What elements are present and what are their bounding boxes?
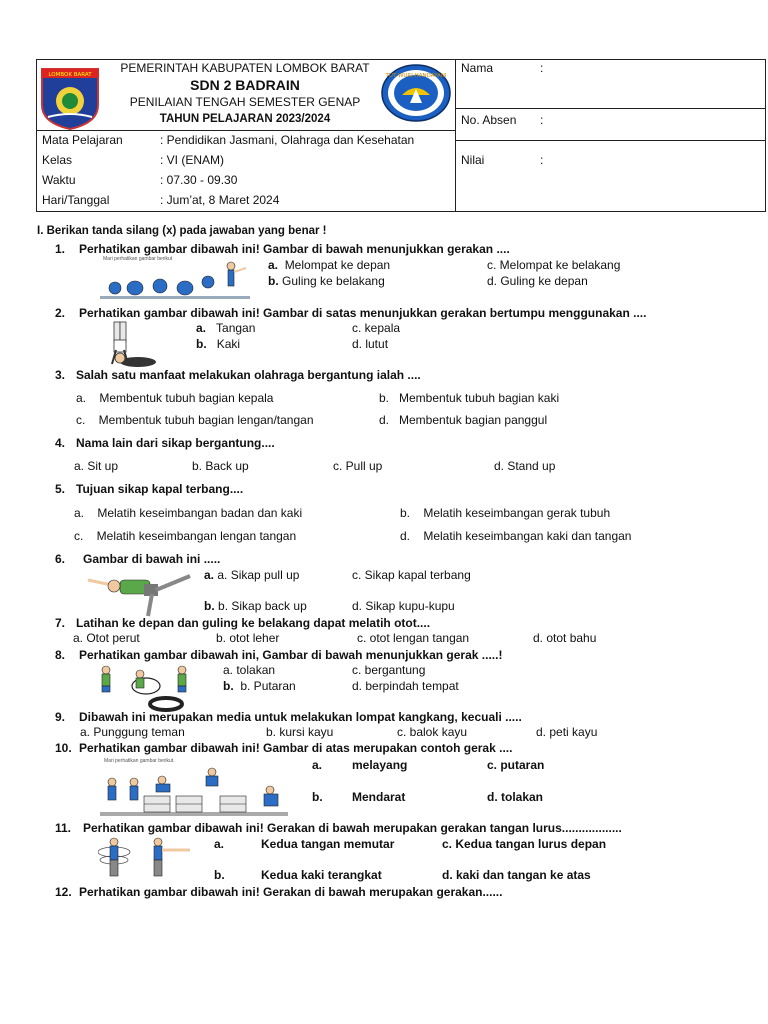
government-name: PEMERINTAH KABUPATEN LOMBOK BARAT xyxy=(120,61,370,75)
exam-title: PENILAIAN TENGAH SEMESTER GENAP xyxy=(129,95,361,109)
info-value-time: : 07.30 - 09.30 xyxy=(160,173,238,187)
q4-option-a[interactable]: a. Sit up xyxy=(74,459,119,473)
q1-image-caption: Mari perhatikan gambar berikut xyxy=(103,256,173,262)
q11-option-b-text: Kedua kaki terangkat xyxy=(261,868,382,882)
regency-logo-text: LOMBOK BARAT xyxy=(48,72,92,78)
instruction: I. Berikan tanda silang (x) pada jawaban yang benar ! xyxy=(37,225,327,237)
q5-option-b-text: Melatih keseimbangan gerak tubuh xyxy=(423,506,611,520)
q4-option-d[interactable]: d. Stand up xyxy=(494,459,556,473)
q6-text: Gambar di bawah ini ..... xyxy=(83,552,221,566)
q8-option-c[interactable]: c. bergantung xyxy=(352,663,426,677)
q1-number: 1. xyxy=(55,242,66,256)
tut-wuri-logo xyxy=(380,63,452,123)
info-label-date: Hari/Tanggal xyxy=(42,193,110,207)
q10-text: Perhatikan gambar dibawah ini! Gambar di atas merupakan contoh gerak .... xyxy=(79,741,513,755)
q8-option-d[interactable]: d. berpindah tempat xyxy=(352,679,459,693)
q6-option-b-text: b. Sikap back up xyxy=(218,599,307,613)
q9-option-a[interactable]: a. Punggung teman xyxy=(80,725,185,739)
q10-option-a-text: melayang xyxy=(352,758,408,772)
q6-option-c[interactable]: c. Sikap kapal terbang xyxy=(352,568,471,582)
q4-option-c[interactable]: c. Pull up xyxy=(333,459,383,473)
q2-handstand-figure xyxy=(106,320,160,368)
q10-option-a-letter[interactable]: a. xyxy=(312,758,323,772)
q7-option-a[interactable]: a. Otot perut xyxy=(73,631,140,645)
q4-option-b[interactable]: b. Back up xyxy=(192,459,249,473)
q1-option-c[interactable]: c. Melompat ke belakang xyxy=(487,258,621,272)
tut-wuri-text: TUT WURI HANDAYANI xyxy=(385,73,447,79)
q2-text: Perhatikan gambar dibawah ini! Gambar di satas menunjukkan gerakan bertumpu menggunakan .... xyxy=(79,306,647,320)
q9-text: Dibawah ini merupakan media untuk melakukan lompat kangkang, kecuali ..... xyxy=(79,710,522,724)
q2-option-a[interactable]: a. Tangan xyxy=(196,321,256,335)
q6-airplane-pose-figure xyxy=(82,566,194,618)
q3-number: 3. xyxy=(55,368,66,382)
q3-text: Salah satu manfaat melakukan olahraga bergantung ialah .... xyxy=(76,368,421,382)
q8-option-b-text: b. Putaran xyxy=(240,679,296,693)
q11-option-a-text: Kedua tangan memutar xyxy=(261,837,395,851)
q6-option-d[interactable]: d. Sikap kupu-kupu xyxy=(352,599,455,613)
q1-option-a-text: Melompat ke depan xyxy=(284,258,391,272)
q6-option-a-text: a. Sikap pull up xyxy=(217,568,300,582)
info-label-subject: Mata Pelajaran xyxy=(42,133,123,147)
q1-option-a[interactable]: a. Melompat ke depan xyxy=(268,258,391,272)
q12-text: Perhatikan gambar dibawah ini! Gerakan di bawah merupakan gerakan...... xyxy=(79,885,503,899)
q6-option-b[interactable]: b. b. Sikap back up xyxy=(204,599,307,613)
score-field-colon: : xyxy=(540,153,544,167)
school-name: SDN 2 BADRAIN xyxy=(190,77,300,93)
q5-option-b[interactable]: b. Melatih keseimbangan gerak tubuh xyxy=(400,506,611,520)
q10-number: 10. xyxy=(55,741,72,755)
q5-option-c[interactable]: c. Melatih keseimbangan lengan tangan xyxy=(74,529,297,543)
q5-option-c-text: Melatih keseimbangan lengan tangan xyxy=(96,529,297,543)
q6-option-a[interactable]: a. a. Sikap pull up xyxy=(204,568,300,582)
q11-number: 11. xyxy=(55,821,72,835)
q7-text: Latihan ke depan dan guling ke belakang dapat melatih otot.... xyxy=(76,616,431,630)
q4-text: Nama lain dari sikap bergantung.... xyxy=(76,436,275,450)
q5-text: Tujuan sikap kapal terbang.... xyxy=(76,482,244,496)
q9-number: 9. xyxy=(55,710,66,724)
q5-option-a-text: Melatih keseimbangan badan dan kaki xyxy=(97,506,303,520)
info-value-date: : Jum’at, 8 Maret 2024 xyxy=(160,193,280,207)
q3-option-b-text: Membentuk tubuh bagian kaki xyxy=(399,391,560,405)
q8-text: Perhatikan gambar dibawah ini, Gambar di bawah menunjukkan gerak .....! xyxy=(79,648,503,662)
academic-year: TAHUN PELAJARAN 2023/2024 xyxy=(159,113,331,125)
q8-option-a[interactable]: a. tolakan xyxy=(223,663,276,677)
info-value-class: : VI (ENAM) xyxy=(160,153,225,167)
q1-option-b[interactable]: b. Guling ke belakang xyxy=(268,274,385,288)
q11-option-d[interactable]: d. kaki dan tangan ke atas xyxy=(442,868,591,882)
regency-logo xyxy=(38,67,102,131)
q6-number: 6. xyxy=(55,552,66,566)
q3-option-b[interactable]: b. Membentuk tubuh bagian kaki xyxy=(379,391,560,405)
q1-text: Perhatikan gambar dibawah ini! Gambar di bawah menunjukkan gerakan .... xyxy=(79,242,510,256)
q2-option-c[interactable]: c. kepala xyxy=(352,321,401,335)
q2-option-a-text: Tangan xyxy=(216,321,256,335)
name-field-colon: : xyxy=(540,61,544,75)
q8-spin-figure xyxy=(96,660,208,712)
q9-option-d[interactable]: d. peti kayu xyxy=(536,725,598,739)
q10-image-caption: Mari perhatikan gambar berikut. xyxy=(104,758,175,764)
q10-option-b-text: Mendarat xyxy=(352,790,406,804)
q3-option-d-text: Membentuk bagian panggul xyxy=(399,413,548,427)
info-value-subject: : Pendidikan Jasmani, Olahraga dan Kesehatan xyxy=(160,133,415,147)
q7-number: 7. xyxy=(55,616,66,630)
q3-option-c[interactable]: c. Membentuk tubuh bagian lengan/tangan xyxy=(76,413,314,427)
q5-number: 5. xyxy=(55,482,66,496)
q9-option-c[interactable]: c. balok kayu xyxy=(397,725,468,739)
q8-option-b[interactable]: b. b. Putaran xyxy=(223,679,296,693)
q10-option-d[interactable]: d. tolakan xyxy=(487,790,544,804)
score-field-label: Nilai xyxy=(461,153,485,167)
q11-option-a-letter[interactable]: a. xyxy=(214,837,225,851)
info-label-time: Waktu xyxy=(42,173,76,187)
q5-option-a[interactable]: a. Melatih keseimbangan badan dan kaki xyxy=(74,506,303,520)
absen-field-label: No. Absen xyxy=(461,113,517,127)
q12-number: 12. xyxy=(55,885,72,899)
q5-option-d-text: Melatih keseimbangan kaki dan tangan xyxy=(423,529,632,543)
q11-text: Perhatikan gambar dibawah ini! Gerakan di bawah merupakan gerakan tangan lurus.................. xyxy=(83,821,622,835)
q3-option-a[interactable]: a. Membentuk tubuh bagian kepala xyxy=(76,391,274,405)
q1-option-d[interactable]: d. Guling ke depan xyxy=(487,274,588,288)
q10-option-b-letter[interactable]: b. xyxy=(312,790,323,804)
q7-option-d[interactable]: d. otot bahu xyxy=(533,631,597,645)
q2-number: 2. xyxy=(55,306,66,320)
q4-number: 4. xyxy=(55,436,66,450)
q5-option-d[interactable]: d. Melatih keseimbangan kaki dan tangan xyxy=(400,529,632,543)
q7-option-c[interactable]: c. otot lengan tangan xyxy=(357,631,470,645)
info-label-class: Kelas xyxy=(42,153,73,167)
q3-option-a-text: Membentuk tubuh bagian kepala xyxy=(99,391,274,405)
q1-option-b-text: Guling ke belakang xyxy=(282,274,385,288)
q11-arm-movement-figure xyxy=(98,836,194,880)
q2-option-b-text: Kaki xyxy=(216,337,241,351)
q2-option-b[interactable]: b. Kaki xyxy=(196,337,241,351)
q3-option-c-text: Membentuk tubuh bagian lengan/tangan xyxy=(98,413,314,427)
name-field-label: Nama xyxy=(461,61,494,75)
q1-roll-figure xyxy=(100,258,252,300)
q10-vault-figure xyxy=(100,766,290,818)
q3-option-d[interactable]: d. Membentuk bagian panggul xyxy=(379,413,548,427)
q2-option-d[interactable]: d. lutut xyxy=(352,337,389,351)
q8-number: 8. xyxy=(55,648,66,662)
absen-field-colon: : xyxy=(540,113,544,127)
q7-option-b[interactable]: b. otot leher xyxy=(216,631,280,645)
q11-option-c[interactable]: c. Kedua tangan lurus depan xyxy=(442,837,607,851)
q9-option-b[interactable]: b. kursi kayu xyxy=(266,725,334,739)
q11-option-b-letter[interactable]: b. xyxy=(214,868,225,882)
q10-option-c[interactable]: c. putaran xyxy=(487,758,545,772)
